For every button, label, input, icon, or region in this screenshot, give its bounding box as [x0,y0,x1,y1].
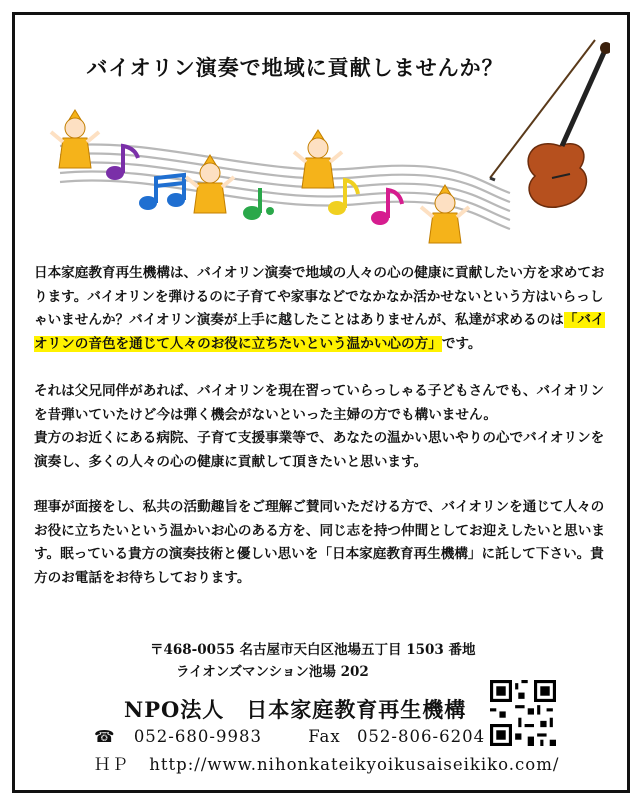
fax-number: 052-806-6204 [356,727,486,746]
address-line1: 〒468-0055 名古屋市天白区池場五丁目 1503 番地 [150,642,476,658]
page-title: バイオリン演奏で地域に貢献しませんか？ [86,56,504,80]
music-note-magenta-icon [371,190,402,225]
intro-paragraph: 日本家庭教育再生機構は、バイオリン演奏で地域の人々の心の健康に貢献したい方を求めております。バイオリンを弾けるのに子育てや家事などでなかなか活かせないという方はいらっしゃいませんか？バイオリン演奏が上手に越したことはありませんが、私達が求めるのは「バイオリンの音色を通じて人々のお役に立ちたいという温かい心の方」です。 [34,265,605,352]
eligibility-paragraph [34,380,614,474]
phone-fax-line [94,727,485,746]
fax-label: Fax [308,727,341,746]
eligibility-text-line1: それは父兄同伴があれば、バイオリンを現在習っていらっしゃる子どもさんでも、バイオリンを昔弾いていたけど今は弾く機会がないといった主婦の方でも構いません。 [34,383,605,423]
phone-icon: ☎ [94,727,116,746]
closing-paragraph: 理事が面接をし、私共の活動趣旨をご理解ご賛同いただける方で、バイオリンを通じて人々のお役に立ちたいという温かいお心のある方を、同じ志を持つ仲間としてお迎えしたいと思います。眠っている貴方の演奏技術と優しい思いを「日本家庭教育再生機構」に託して下さい。貴方のお電話をお待ちしております。 [34,499,605,586]
eligibility-text-line2: 貴方のお近くにある病院、子育て支援事業等で、あなたの温かい思いやりの心でバイオリンを演奏し、多くの人々の心の健康に貢献して頂きたいと思います。 [34,430,605,470]
music-note-blue-icon [139,175,185,210]
child-figure-icon [51,110,99,168]
phone-number[interactable]: 052-680-9983 [133,727,262,746]
qr-code-icon[interactable] [490,680,556,746]
address-line2: ライオンズマンション池場 202 [176,664,369,680]
highlighted-phrase: 「バイオリンの音色を通じて人々のお役に立ちたいという温かい心の方」 [34,312,605,352]
website-link[interactable]: http://www.nihonkateikyoikusaiseikiko.com/ [149,755,560,774]
violin-icon [490,40,610,207]
organization-name: NPO法人 日本家庭教育再生機構 [124,697,467,722]
homepage-label: ＨＰ [94,755,129,774]
children-music-notes-illustration [40,18,610,258]
website-line [94,751,559,775]
